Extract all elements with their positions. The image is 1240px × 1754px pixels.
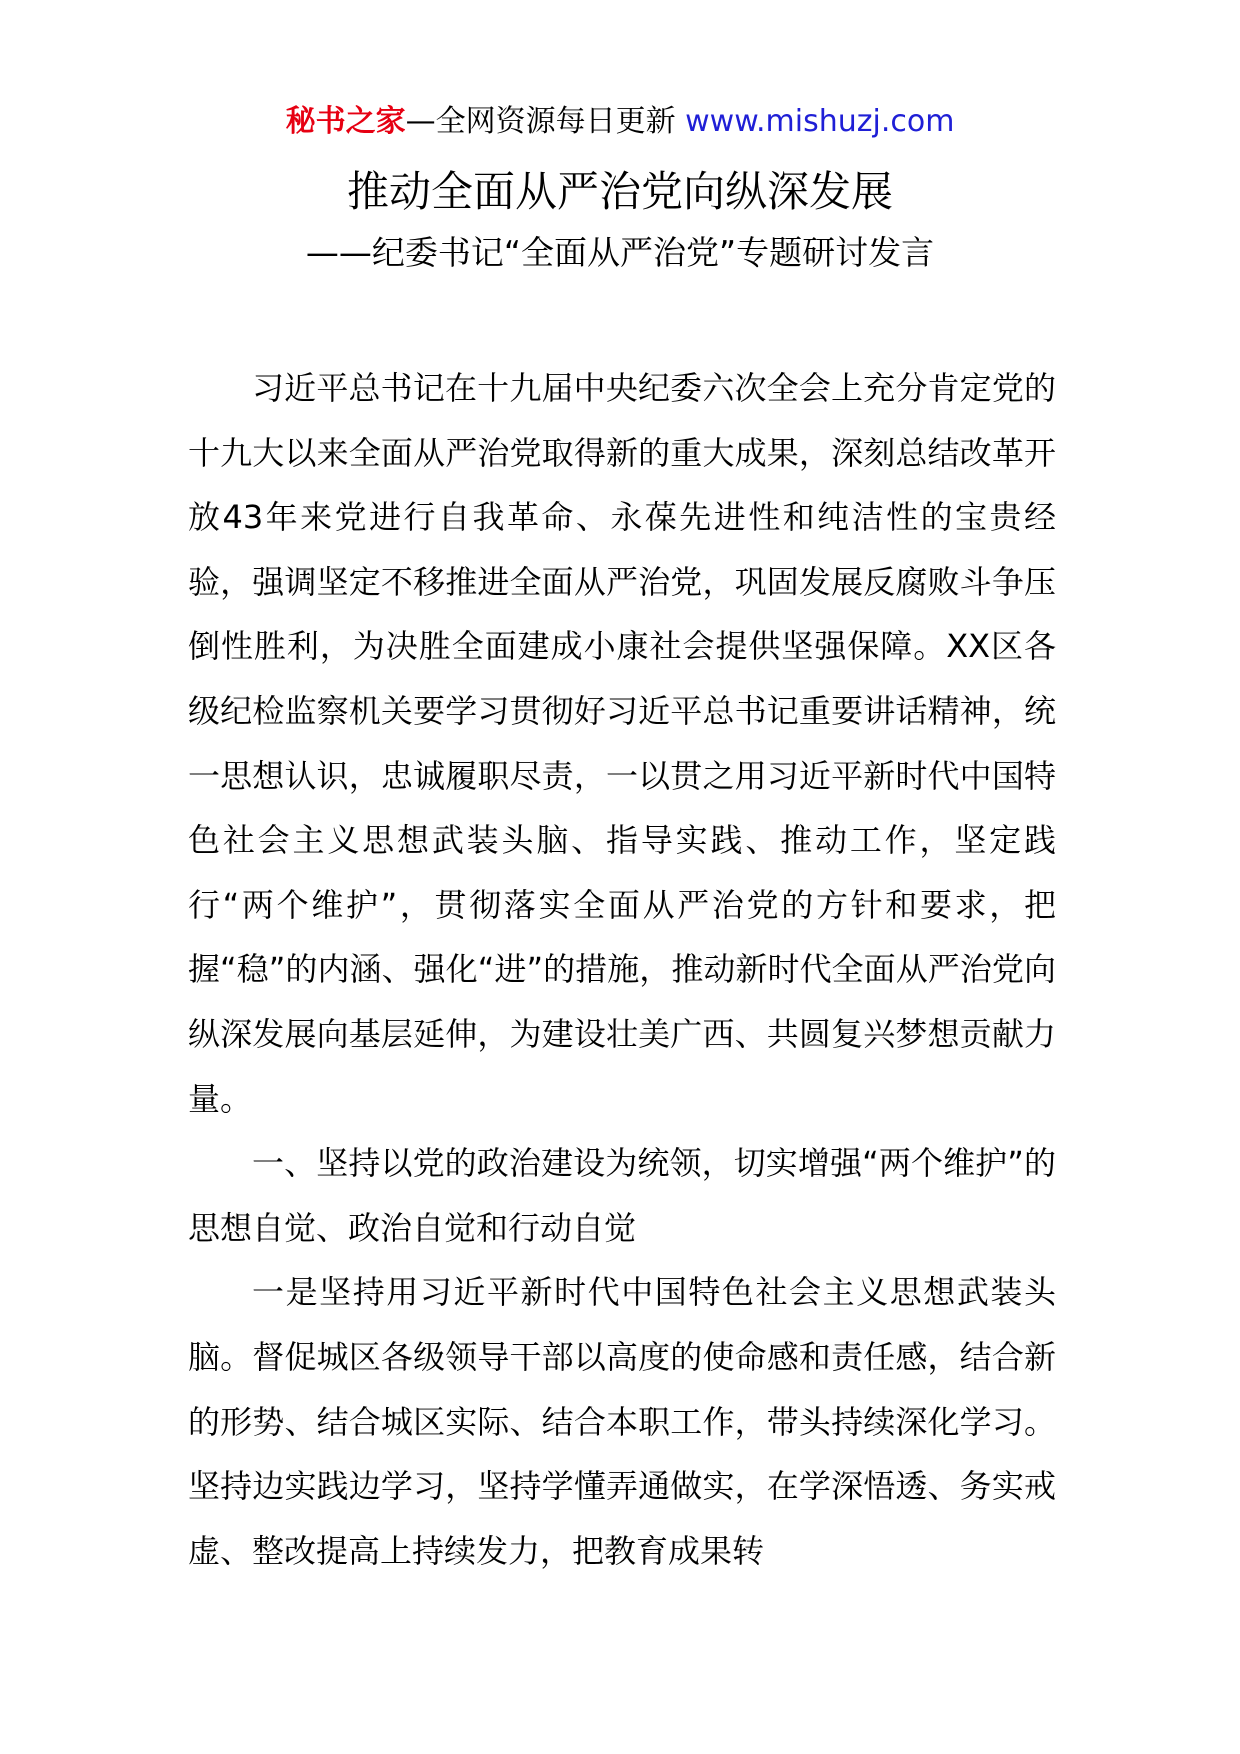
section-heading-1: 一、坚持以党的政治建设为统领，切实增强“两个维护”的思想自觉、政治自觉和行动自觉 (188, 1144, 1056, 1247)
brand-name: 秘书之家 (285, 104, 406, 139)
document-subtitle: ——纪委书记“全面从严治党”专题研讨发言 (305, 233, 935, 272)
intro-paragraph: 习近平总书记在十九届中央纪委六次全会上充分肯定党的十九大以来全面从严治党取得新的重大成果，深刻总结改革开放43年来党进行自我革命、永葆先进性和纯洁性的宝贵经验，强调坚定不移推进全面从严治党，巩固发展反腐败斗争压倒性胜利，为决胜全面建成小康社会提供坚强保障。XX区各级纪检监察机关要学习贯彻好习近平总书记重要讲话精神，统一思想认识，忠诚履职尽责，一以贯之用习近平新时代中国特色社会主义思想武装头脑、指导实践、推动工作，坚定践行“两个维护”，贯彻落实全面从严治党的方针和要求，把握“稳”的内涵、强化“进”的措施，推动新时代全面从严治党向纵深发展向基层延伸，为建设壮美广西、共圆复兴梦想贡献力量。 (188, 369, 1056, 1118)
site-url[interactable]: www.mishuzj.com (685, 104, 955, 139)
document-title: 推动全面从严治党向纵深发展 (346, 167, 893, 216)
document-body (188, 356, 1056, 1583)
site-header (0, 100, 1240, 144)
site-tagline: —全网资源每日更新 (405, 104, 676, 139)
section-paragraph-1: 一是坚持用习近平新时代中国特色社会主义思想武装头脑。督促城区各级领导干部以高度的使命感和责任感，结合新的形势、结合城区实际、结合本职工作，带头持续深化学习。坚持边实践边学习，坚持学懂弄通做实，在学深悟透、务实戒虚、整改提高上持续发力，把教育成果转 (188, 1273, 1056, 1570)
